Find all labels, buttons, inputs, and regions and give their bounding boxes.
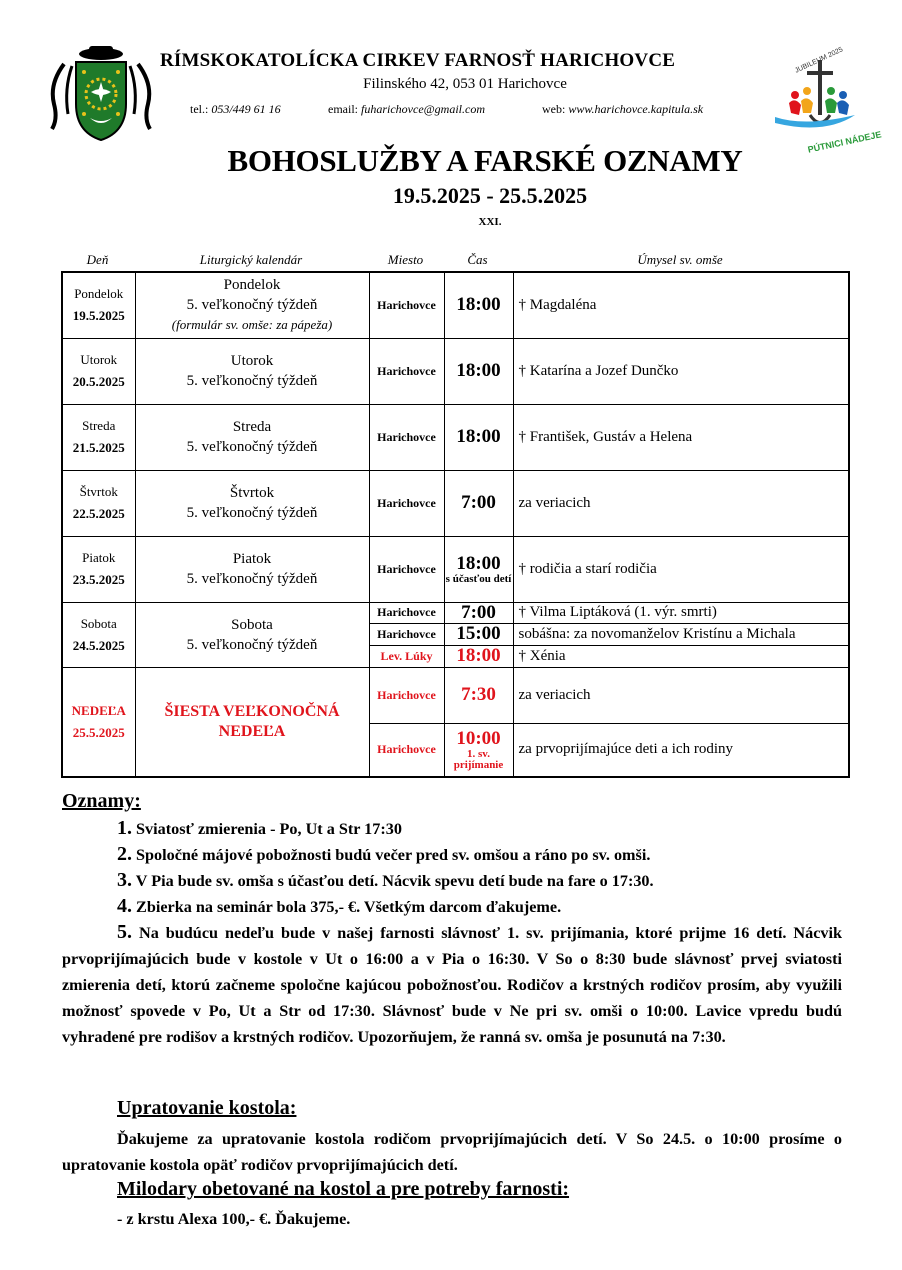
time-cell: 18:00 bbox=[444, 404, 513, 470]
time-cell: 7:30 bbox=[444, 667, 513, 723]
day-cell: Piatok 23.5.2025 bbox=[62, 536, 135, 602]
cleaning-text: Ďakujeme za upratovanie kostola rodičom prvoprijímajúcich detí. V So 24.5. o 10:00 prosíme o upratovanie kostola opäť rodičov prvoprijímajúcich detí. bbox=[62, 1130, 842, 1174]
liturgical-cell: Streda 5. veľkonočný týždeň bbox=[135, 404, 369, 470]
day-cell: Utorok 20.5.2025 bbox=[62, 338, 135, 404]
table-row bbox=[62, 404, 849, 470]
column-header-place: Miesto bbox=[387, 252, 424, 267]
cleaning-heading: Upratovanie kostola: bbox=[117, 1097, 297, 1119]
time-cell: 18:00 bbox=[444, 645, 513, 667]
place-cell: Harichovce bbox=[369, 404, 444, 470]
time-cell: 15:00 bbox=[444, 623, 513, 645]
place-cell: Harichovce bbox=[369, 602, 444, 623]
liturgical-cell: ŠIESTA VEĽKONOČNÁ NEDEĽA bbox=[135, 667, 369, 777]
week-number: XXI. bbox=[478, 216, 502, 228]
intention-cell: † rodičia a starí rodičia bbox=[513, 536, 849, 602]
time-cell: 7:00 bbox=[444, 470, 513, 536]
table-row bbox=[62, 667, 849, 723]
table-row bbox=[62, 272, 849, 338]
schedule-table bbox=[61, 271, 850, 778]
column-header-intention: Úmysel sv. omše bbox=[637, 252, 723, 267]
liturgical-cell: Utorok 5. veľkonočný týždeň bbox=[135, 338, 369, 404]
time-cell: 18:00 bbox=[444, 338, 513, 404]
time-cell: 7:00 bbox=[444, 602, 513, 623]
time-cell: 18:00 bbox=[444, 272, 513, 338]
announcements-heading: Oznamy: bbox=[62, 790, 141, 812]
intention-cell: za veriacich bbox=[513, 470, 849, 536]
liturgical-cell: Sobota 5. veľkonočný týždeň bbox=[135, 602, 369, 667]
place-cell: Harichovce bbox=[369, 667, 444, 723]
announcement-item: 3. V Pia bude sv. omša s účasťou detí. Nácvik spevu detí bude na fare o 17:30. bbox=[117, 869, 654, 891]
announcement-item: 4. Zbierka na seminár bola 375,- €. Všetkým darcom ďakujeme. bbox=[117, 895, 562, 917]
intention-cell: † Vilma Liptáková (1. výr. smrti) bbox=[513, 602, 849, 623]
email-contact: email: fuharichovce@gmail.com bbox=[328, 102, 486, 116]
announcement-item: 2. Spoločné májové pobožnosti budú večer pred sv. omšou a ráno po sv. omši. bbox=[117, 843, 651, 865]
place-cell: Harichovce bbox=[369, 623, 444, 645]
web-contact: web: www.harichovce.kapitula.sk bbox=[542, 102, 704, 116]
time-cell: 10:00 1. sv. prijímanie bbox=[444, 723, 513, 777]
place-cell: Harichovce bbox=[369, 272, 444, 338]
liturgical-cell: Štvrtok 5. veľkonočný týždeň bbox=[135, 470, 369, 536]
phone-contact: tel.: 053/449 61 16 bbox=[190, 102, 281, 116]
table-row bbox=[62, 602, 849, 623]
place-cell: Harichovce bbox=[369, 723, 444, 777]
parish-name: RÍMSKOKATOLÍCKA CIRKEV FARNOSŤ HARICHOVCE bbox=[160, 50, 676, 71]
jubilee-label: JUBILEUM 2025 bbox=[793, 46, 845, 75]
intention-cell: sobášna: za novomanželov Kristínu a Michala bbox=[513, 623, 849, 645]
place-cell: Harichovce bbox=[369, 536, 444, 602]
day-cell: Streda 21.5.2025 bbox=[62, 404, 135, 470]
parish-address: Filinského 42, 053 01 Harichovce bbox=[363, 76, 567, 92]
column-header-day: Deň bbox=[86, 252, 109, 267]
donations-heading: Milodary obetované na kostol a pre potreby farnosti: bbox=[117, 1178, 570, 1200]
table-row bbox=[62, 338, 849, 404]
donations-text: - z krstu Alexa 100,- €. Ďakujeme. bbox=[117, 1210, 351, 1228]
liturgical-cell: Piatok 5. veľkonočný týždeň bbox=[135, 536, 369, 602]
day-cell: Pondelok 19.5.2025 bbox=[62, 272, 135, 338]
time-cell: 18:00 s účasťou detí bbox=[444, 536, 513, 602]
table-row bbox=[62, 470, 849, 536]
place-cell: Harichovce bbox=[369, 470, 444, 536]
intention-cell: † Magdaléna bbox=[513, 272, 849, 338]
page-title: BOHOSLUŽBY A FARSKÉ OZNAMY bbox=[227, 143, 743, 178]
announcement-item: 5. Na budúcu nedeľu bude v našej farnosti slávnosť 1. sv. prijímania, ktoré prijme 16 detí. Nácvik prvoprijímajúcich bude v kostole v Ut o 16:00 a v Pia o 16:30. V So o 8:30 bude slávnosť prvej sviatosti zmierenia detí, ktorú začneme spoločne kajúcou pobožnosťou. Rodičov a krstných rodičov prosím, aby využili možnosť spovede v Po, Ut a Str od 17:30. Slávnosť bude v Ne pri sv. omši o 10:00. Lavice vpredu budú vyhradené pre rodišov a krstných rodičov. Upozorňujem, že ranná sv. omša je posunutá na 7:30. bbox=[62, 921, 842, 1046]
day-cell: NEDEĽA 25.5.2025 bbox=[62, 667, 135, 777]
coat-of-arms-logo bbox=[44, 44, 159, 144]
announcement-item: 1. Sviatosť zmierenia - Po, Ut a Str 17:30 bbox=[117, 817, 402, 839]
table-row bbox=[62, 536, 849, 602]
column-header-liturgical: Liturgický kalendár bbox=[199, 252, 303, 267]
day-cell: Štvrtok 22.5.2025 bbox=[62, 470, 135, 536]
place-cell: Lev. Lúky bbox=[369, 645, 444, 667]
jubilee-2025-logo bbox=[765, 46, 883, 155]
intention-cell: † Xénia bbox=[513, 645, 849, 667]
date-range: 19.5.2025 - 25.5.2025 bbox=[392, 183, 588, 208]
column-header-time: Čas bbox=[467, 252, 488, 267]
intention-cell: za prvoprijímajúce deti a ich rodiny bbox=[513, 723, 849, 777]
place-cell: Harichovce bbox=[369, 338, 444, 404]
intention-cell: † Katarína a Jozef Dunčko bbox=[513, 338, 849, 404]
intention-cell: † František, Gustáv a Helena bbox=[513, 404, 849, 470]
jubilee-slogan: PÚTNICI NÁDEJE bbox=[806, 129, 883, 155]
liturgical-cell: Pondelok 5. veľkonočný týždeň (formulár sv. omše: za pápeža) bbox=[135, 272, 369, 338]
day-cell: Sobota 24.5.2025 bbox=[62, 602, 135, 667]
intention-cell: za veriacich bbox=[513, 667, 849, 723]
